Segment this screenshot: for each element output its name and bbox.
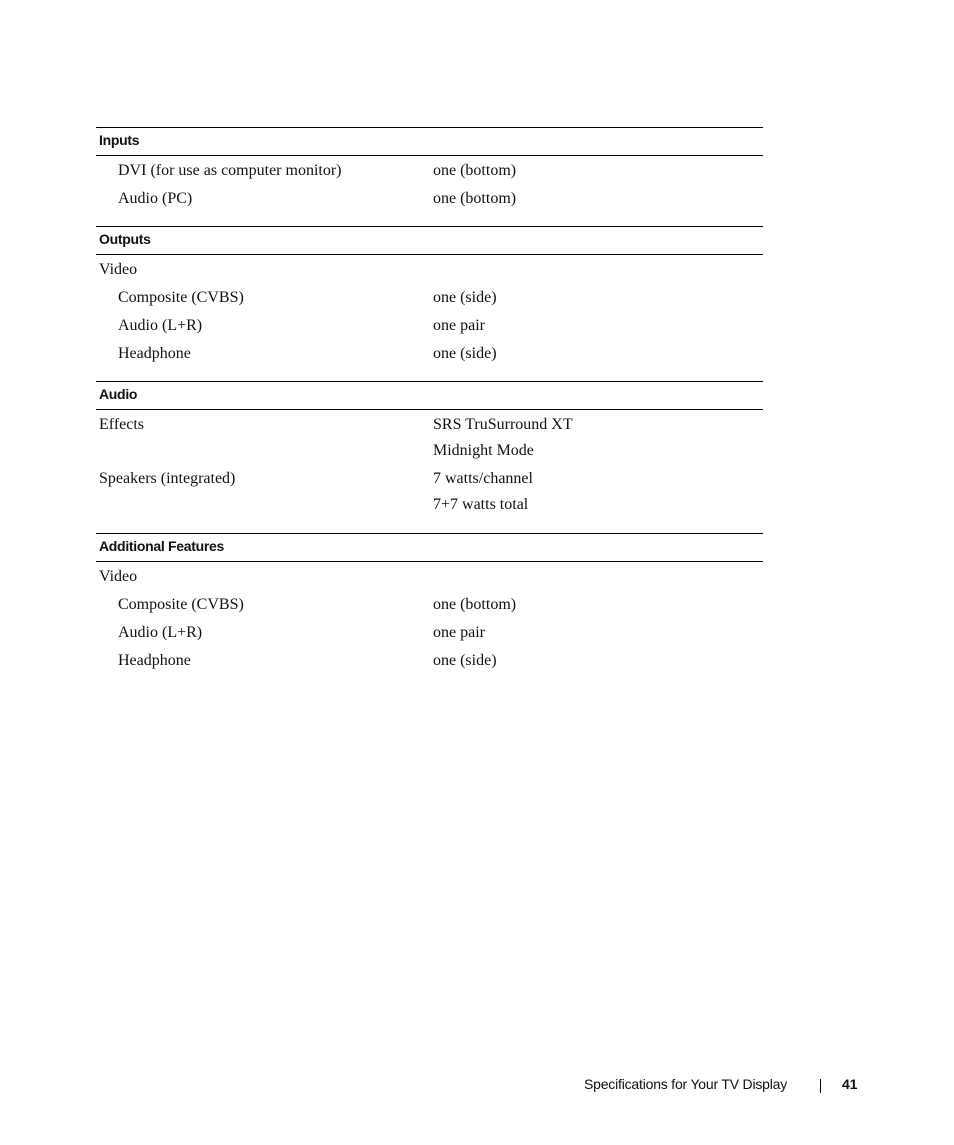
spec-rows bbox=[96, 562, 763, 674]
spec-row bbox=[96, 255, 763, 283]
spec-value: one (bottom) bbox=[433, 596, 517, 613]
spec-label: Headphone bbox=[118, 345, 191, 362]
section-heading: Audio bbox=[96, 381, 763, 410]
section-inputs bbox=[96, 127, 763, 212]
spec-value: one (bottom) bbox=[433, 190, 517, 207]
section-outputs bbox=[96, 226, 763, 367]
footer-title: Specifications for Your TV Display bbox=[584, 1076, 788, 1092]
spec-label: Audio (PC) bbox=[118, 190, 193, 207]
spec-value: 7+7 watts total bbox=[433, 496, 529, 513]
spec-row bbox=[96, 410, 763, 436]
spec-rows bbox=[96, 255, 763, 367]
spec-row bbox=[96, 311, 763, 339]
page-number: 41 bbox=[842, 1076, 858, 1092]
spec-label: Audio (L+R) bbox=[118, 317, 203, 334]
spec-value: one pair bbox=[433, 317, 485, 334]
spec-row bbox=[96, 339, 763, 367]
spec-row bbox=[96, 184, 763, 212]
spec-value: Midnight Mode bbox=[433, 442, 534, 459]
spec-row bbox=[96, 156, 763, 184]
spec-value: one (side) bbox=[433, 345, 497, 362]
spec-label: Headphone bbox=[118, 652, 191, 669]
section-heading: Inputs bbox=[96, 127, 763, 156]
spec-label: Video bbox=[99, 568, 138, 585]
spec-row bbox=[96, 646, 763, 674]
spec-row bbox=[96, 283, 763, 311]
footer-divider bbox=[820, 1079, 821, 1093]
spec-rows bbox=[96, 156, 763, 212]
spec-label: Speakers (integrated) bbox=[99, 470, 236, 487]
spec-value: one (bottom) bbox=[433, 162, 517, 179]
spec-row bbox=[96, 490, 763, 518]
section-additional-features bbox=[96, 533, 763, 674]
spec-row bbox=[96, 618, 763, 646]
spec-value: one (side) bbox=[433, 652, 497, 669]
section-audio bbox=[96, 381, 763, 518]
spec-value: 7 watts/channel bbox=[433, 470, 533, 487]
spec-label: Composite (CVBS) bbox=[118, 596, 244, 613]
spec-label: Audio (L+R) bbox=[118, 624, 203, 641]
spec-row bbox=[96, 590, 763, 618]
spec-row bbox=[96, 562, 763, 590]
spec-label: Composite (CVBS) bbox=[118, 289, 244, 306]
spec-row bbox=[96, 464, 763, 490]
section-heading: Outputs bbox=[96, 226, 763, 255]
spec-rows bbox=[96, 410, 763, 518]
spec-value: one pair bbox=[433, 624, 485, 641]
spec-row bbox=[96, 436, 763, 464]
spec-label: Effects bbox=[99, 416, 145, 433]
spec-label: Video bbox=[99, 261, 138, 278]
section-heading: Additional Features bbox=[96, 533, 763, 562]
spec-value: SRS TruSurround XT bbox=[433, 416, 573, 433]
spec-value: one (side) bbox=[433, 289, 497, 306]
spec-label: DVI (for use as computer monitor) bbox=[118, 162, 342, 179]
